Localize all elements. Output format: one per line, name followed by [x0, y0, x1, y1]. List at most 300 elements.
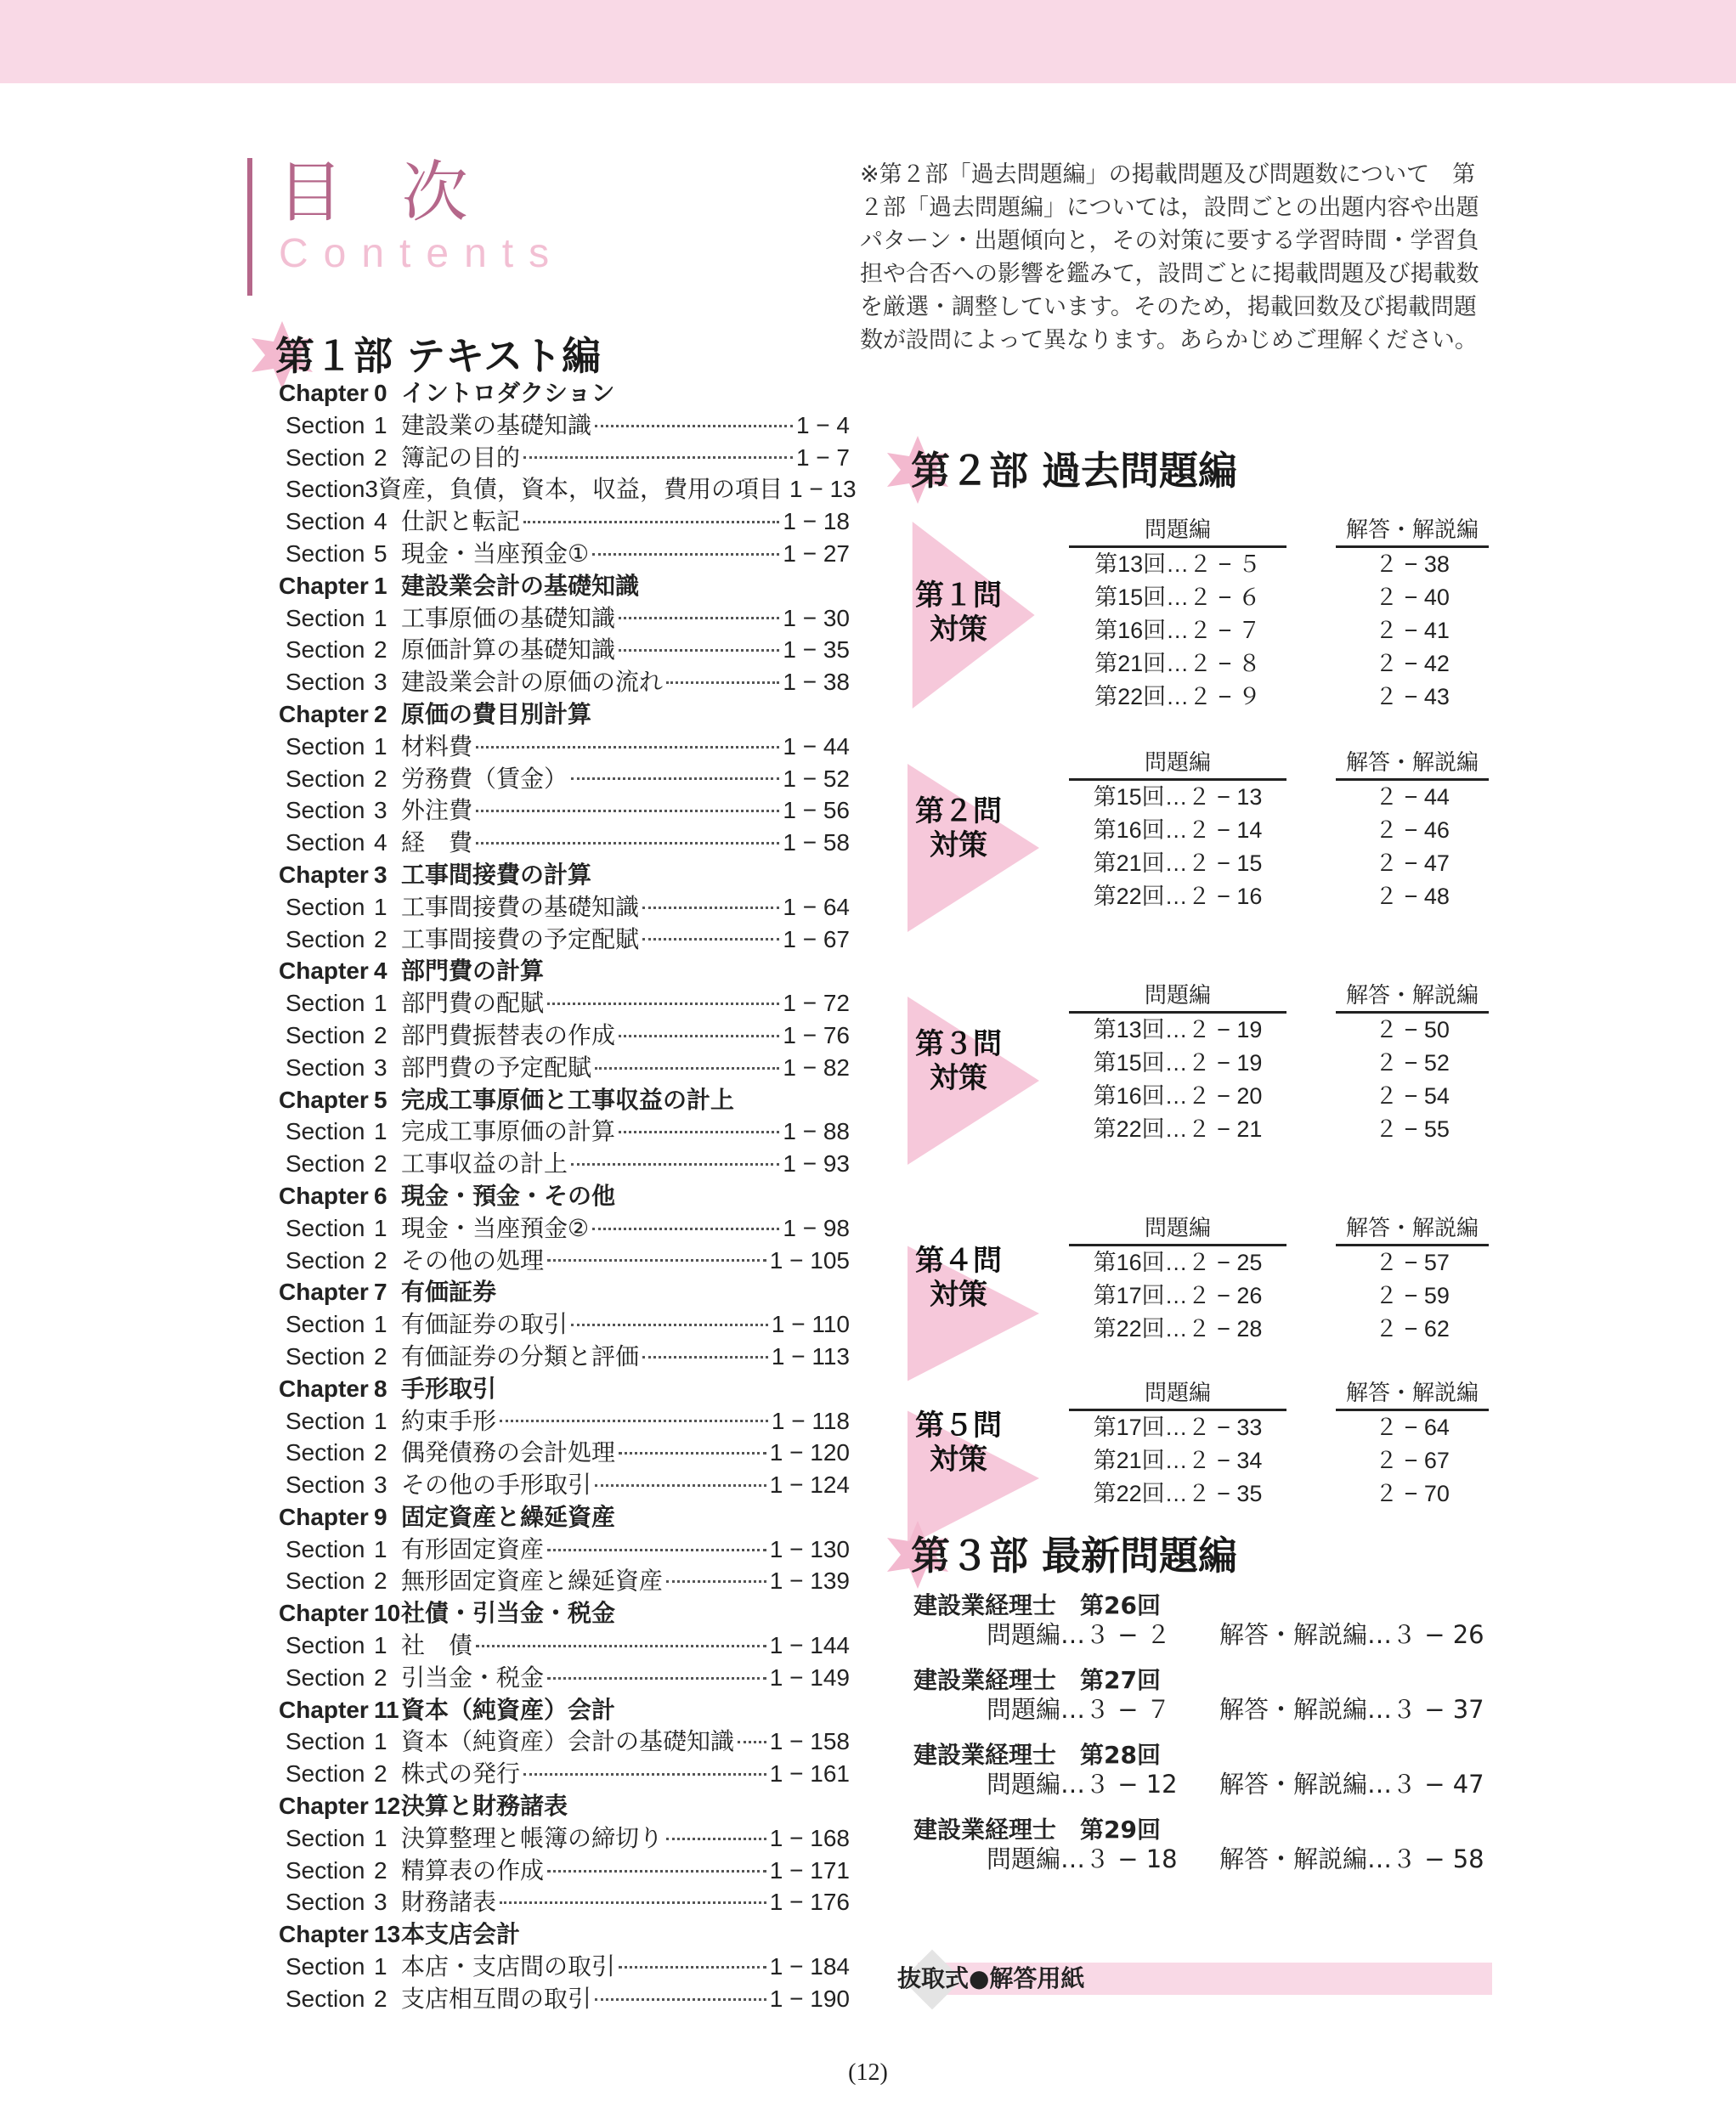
toc-number: 2 — [374, 1985, 387, 2012]
answer-ref: ２ − 47 — [1375, 850, 1450, 876]
column-header-questions: 問題編 — [1144, 1381, 1211, 1406]
answer-ref: ２ − 43 — [1375, 684, 1450, 709]
toc-page: 1 − 124 — [769, 1472, 850, 1499]
answer-sheet-label: 抜取式●解答用紙 — [897, 1964, 1085, 1992]
toc-section-row — [279, 1855, 850, 1887]
question-ref: 第21回…２ − 15 — [1093, 850, 1263, 876]
toc-kind-label: Section — [286, 1439, 365, 1466]
toc-kind-label: Section — [286, 1150, 365, 1178]
toc-section-row — [279, 1630, 850, 1662]
toc-title: 建設業の基礎知識 — [401, 410, 592, 439]
toc-kind-label: Section — [286, 1214, 365, 1241]
toc-title: 現金・預金・その他 — [401, 1182, 616, 1209]
toc-leader-dots — [619, 1965, 766, 1969]
toc-chapter-row — [279, 1918, 850, 1951]
toc-page: 1 − 149 — [769, 1664, 850, 1691]
toc-title: 現金・当座預金① — [401, 539, 590, 568]
part3-title: 第３部 最新問題編 — [911, 1533, 1238, 1579]
toc-section-row — [279, 1951, 850, 1983]
toc-chapter-row — [279, 1501, 850, 1534]
toc-chapter-row — [279, 1373, 850, 1405]
toc-number: 3 — [374, 861, 387, 888]
toc-kind-label: Chapter — [279, 957, 369, 985]
question-ref: 第15回…２ − ６ — [1094, 585, 1261, 610]
header-underline — [1336, 1011, 1489, 1014]
toc-kind-label: Section — [286, 1728, 365, 1755]
toc-section-row — [279, 1726, 850, 1758]
toc-number: 4 — [374, 957, 387, 985]
header-underline — [1069, 1244, 1286, 1246]
toc-title: 有形固定資産 — [401, 1534, 545, 1563]
toc-section-row — [279, 1662, 850, 1694]
toc-title: 有価証券の分類と評価 — [401, 1342, 640, 1370]
question-ref: 第22回…２ − 35 — [1093, 1481, 1263, 1506]
exam-title: 建設業経理士 第26回 — [913, 1591, 1161, 1619]
toc-section-row — [279, 506, 850, 538]
problem-label: 第５問 — [915, 1408, 1002, 1443]
toc-leader-dots — [547, 1258, 766, 1262]
toc-chapter-row — [279, 698, 850, 731]
toc-title: 完成工事原価と工事収益の計上 — [401, 1086, 735, 1113]
toc-number: 13 — [374, 1921, 401, 1948]
toc-chapter-row — [279, 955, 850, 987]
toc-section-row — [279, 473, 857, 506]
toc-section-row — [279, 1308, 850, 1341]
question-ref: 第13回…２ − ５ — [1094, 551, 1261, 577]
toc-title: 外注費 — [401, 796, 473, 825]
toc-page: 1 − 184 — [769, 1953, 850, 1980]
toc-kind-label: Chapter — [279, 1375, 369, 1402]
toc-number: 2 — [374, 636, 387, 664]
answer-ref: ２ − 46 — [1375, 817, 1450, 843]
toc-chapter-row — [279, 570, 850, 602]
toc-kind-label: Section — [286, 893, 365, 920]
toc-title: 部門費の予定配賦 — [401, 1053, 592, 1082]
toc-leader-dots — [592, 1227, 779, 1230]
answer-ref: ２ − 59 — [1375, 1283, 1450, 1308]
toc-kind-label: Section — [286, 797, 365, 824]
title-accent-bar — [247, 158, 252, 296]
answer-ref: ２ − 41 — [1375, 618, 1450, 643]
question-ref: 第17回…２ − 26 — [1093, 1283, 1263, 1308]
page-subtitle: Contents — [279, 231, 565, 276]
toc-title: 約束手形 — [401, 1406, 497, 1435]
column-header-questions: 問題編 — [1144, 983, 1211, 1008]
toc-title: 原価の費目別計算 — [401, 700, 592, 727]
toc-kind-label: Section — [286, 508, 365, 535]
toc-section-row — [279, 987, 850, 1020]
toc-section-row — [279, 1437, 850, 1469]
question-ref: 第22回…２ − 21 — [1093, 1116, 1263, 1142]
page-title: 目 次 — [277, 155, 487, 231]
toc-title: 無形固定資産と繰延資産 — [401, 1567, 664, 1596]
toc-page: 1 − 168 — [769, 1824, 850, 1851]
toc-number: 1 — [374, 1953, 387, 1980]
toc-section-row — [279, 602, 850, 635]
toc-number: 5 — [374, 539, 387, 567]
toc-leader-dots — [619, 1451, 766, 1455]
toc-number: 1 — [374, 1407, 387, 1434]
toc-title: 建設業会計の基礎知識 — [401, 572, 640, 599]
toc-kind-label: Section — [286, 1535, 365, 1562]
column-header-answers: 解答・解説編 — [1345, 517, 1479, 543]
toc-leader-dots — [500, 1901, 766, 1904]
toc-leader-dots — [666, 1579, 766, 1583]
toc-title: 固定資産と繰延資産 — [401, 1503, 616, 1530]
toc-number: 3 — [365, 476, 378, 503]
exam-question-ref: 問題編…３ − 18 — [987, 1844, 1178, 1873]
exam-question-ref: 問題編…３ − ７ — [987, 1695, 1171, 1724]
toc-number: 1 — [374, 732, 387, 760]
toc-kind-label: Section — [286, 829, 365, 856]
toc-number: 8 — [374, 1375, 387, 1402]
toc-section-row — [279, 794, 850, 827]
toc-title: 工事収益の計上 — [401, 1150, 568, 1178]
toc-leader-dots — [547, 1869, 766, 1873]
toc-section-row — [279, 1983, 850, 2015]
toc-kind-label: Section — [286, 443, 365, 471]
exam-answer-ref: 解答・解説編…３ − 26 — [1219, 1620, 1484, 1649]
toc-title: 原価計算の基礎知識 — [401, 636, 616, 664]
toc-title: 財務諸表 — [401, 1888, 497, 1917]
toc-page: 1 − 64 — [783, 893, 850, 920]
toc-leader-dots — [595, 1483, 766, 1487]
toc-kind-label: Chapter — [279, 1503, 369, 1530]
toc-leader-dots — [642, 937, 779, 941]
toc-kind-label: Section — [286, 1953, 365, 1980]
toc-title: 労務費（賃金） — [401, 764, 568, 793]
toc-title: 工事間接費の基礎知識 — [401, 892, 640, 921]
toc-kind-label: Section — [286, 1118, 365, 1145]
toc-kind-label: Chapter — [279, 1696, 369, 1723]
toc-leader-dots — [738, 1740, 766, 1743]
toc-section-row — [279, 924, 850, 956]
toc-leader-dots — [500, 1419, 768, 1422]
toc-leader-dots — [619, 616, 779, 619]
toc-title: 工事原価の基礎知識 — [401, 603, 616, 632]
toc-number: 3 — [374, 1472, 387, 1499]
toc-kind-label: Section — [286, 1824, 365, 1851]
toc-leader-dots — [476, 841, 779, 845]
question-ref: 第17回…２ − 33 — [1093, 1415, 1263, 1440]
question-ref: 第15回…２ − 19 — [1093, 1050, 1263, 1076]
header-underline — [1069, 545, 1286, 548]
toc-title: 本支店会計 — [401, 1921, 521, 1948]
toc-title: 支店相互間の取引 — [401, 1984, 592, 2013]
toc-kind-label: Section — [286, 1054, 365, 1081]
toc-number: 1 — [374, 1535, 387, 1562]
toc-number: 1 — [374, 893, 387, 920]
toc-page: 1 − 44 — [783, 732, 850, 760]
toc-page: 1 − 35 — [783, 636, 850, 664]
question-ref: 第15回…２ − 13 — [1093, 784, 1263, 810]
toc-number: 2 — [374, 765, 387, 792]
toc-number: 6 — [374, 1182, 387, 1209]
toc-page: 1 − 4 — [795, 411, 850, 438]
toc-page: 1 − 30 — [783, 604, 850, 631]
problem-sublabel: 対策 — [930, 1277, 987, 1312]
toc-number: 2 — [374, 1439, 387, 1466]
toc-leader-dots — [523, 455, 793, 459]
toc-page: 1 − 56 — [783, 797, 850, 824]
toc-title: 資本（純資産）会計の基礎知識 — [401, 1727, 735, 1756]
column-header-questions: 問題編 — [1144, 517, 1211, 543]
toc-title: 部門費の計算 — [401, 957, 545, 985]
toc-title: 材料費 — [401, 732, 473, 760]
toc-page: 1 − 58 — [783, 829, 850, 856]
toc-kind-label: Section — [286, 765, 365, 792]
toc-number: 1 — [374, 1632, 387, 1659]
toc-page: 1 − 130 — [769, 1535, 850, 1562]
toc-kind-label: Chapter — [279, 700, 369, 727]
toc-page: 1 − 13 — [789, 476, 857, 503]
question-ref: 第21回…２ − 34 — [1093, 1448, 1263, 1473]
toc-section-row — [279, 827, 850, 859]
toc-page: 1 − 161 — [769, 1760, 850, 1788]
question-ref: 第22回…２ − 28 — [1093, 1316, 1263, 1342]
toc-section-row — [279, 666, 850, 698]
toc-leader-dots — [571, 777, 779, 780]
toc-leader-dots — [595, 1997, 766, 2001]
toc-kind-label: Section — [286, 1246, 365, 1274]
toc-title: 社債・引当金・税金 — [401, 1600, 616, 1627]
problem-label: 第２問 — [915, 794, 1002, 828]
toc-leader-dots — [642, 906, 779, 909]
toc-title: 部門費の配賦 — [401, 989, 545, 1018]
answer-ref: ２ − 42 — [1375, 651, 1450, 676]
toc-kind-label: Section — [286, 1889, 365, 1916]
toc-title: 有価証券の取引 — [401, 1310, 568, 1339]
toc-section-row — [279, 410, 850, 442]
toc-page: 1 − 88 — [783, 1118, 850, 1145]
toc-leader-dots — [571, 1323, 768, 1326]
toc-page: 1 − 7 — [795, 443, 850, 471]
exam-answer-ref: 解答・解説編…３ − 58 — [1219, 1844, 1484, 1873]
toc-page: 1 − 139 — [769, 1568, 850, 1595]
toc-number: 9 — [374, 1503, 387, 1530]
toc-section-row — [279, 634, 850, 666]
toc-title: 社 債 — [401, 1631, 473, 1660]
toc-section-row — [279, 1534, 850, 1566]
toc-title: 手形取引 — [401, 1375, 497, 1402]
part2-title: 第２部 過去問題編 — [911, 448, 1238, 494]
answer-ref: ２ − 48 — [1375, 884, 1450, 909]
toc-section-row — [279, 1212, 850, 1245]
toc-number: 1 — [374, 990, 387, 1017]
toc-title: 決算と財務諸表 — [401, 1793, 568, 1820]
toc-title: 株式の発行 — [401, 1760, 521, 1788]
toc-leader-dots — [476, 1644, 766, 1647]
toc-title: 偶発債務の会計処理 — [401, 1438, 616, 1467]
toc-title: その他の手形取引 — [401, 1471, 592, 1500]
toc-section-row — [279, 1405, 850, 1438]
toc-kind-label: Section — [286, 604, 365, 631]
toc-kind-label: Section — [286, 925, 365, 952]
toc-number: 2 — [374, 1760, 387, 1788]
toc-kind-label: Section — [286, 1311, 365, 1338]
toc-section-row — [279, 1469, 850, 1501]
toc-title: その他の処理 — [401, 1246, 545, 1274]
toc-number: 12 — [374, 1793, 401, 1820]
toc-number: 2 — [374, 1342, 387, 1370]
toc-title: 部門費振替表の作成 — [401, 1020, 616, 1049]
toc-section-row — [279, 1052, 850, 1084]
toc-kind-label: Section — [286, 1856, 365, 1884]
toc-leader-dots — [547, 1002, 779, 1005]
header-underline — [1336, 1409, 1489, 1411]
answer-ref: ２ − 64 — [1375, 1415, 1450, 1440]
header-underline — [1069, 1409, 1286, 1411]
exam-title: 建設業経理士 第29回 — [913, 1816, 1161, 1844]
toc-title: 資産，負債，資本，収益，費用の項目 — [377, 475, 783, 504]
problem-sublabel: 対策 — [930, 612, 987, 647]
toc-chapter-row — [279, 1180, 850, 1212]
question-ref: 第16回…２ − 20 — [1093, 1083, 1263, 1109]
toc-section-row — [279, 1758, 850, 1790]
toc-kind-label: Section — [286, 1568, 365, 1595]
toc-kind-label: Chapter — [279, 1600, 369, 1627]
problem-label: 第４問 — [915, 1243, 1002, 1278]
toc-leader-dots — [642, 1355, 768, 1359]
toc-section-row — [279, 442, 850, 474]
question-ref: 第21回…２ − ８ — [1094, 651, 1261, 676]
answer-ref: ２ − 38 — [1375, 551, 1450, 577]
toc-chapter-row — [279, 1790, 850, 1822]
column-header-answers: 解答・解説編 — [1345, 983, 1479, 1008]
toc-number: 1 — [374, 572, 387, 599]
toc-title: 簿記の目的 — [401, 443, 521, 472]
toc-number: 2 — [374, 700, 387, 727]
toc-section-row — [279, 1565, 850, 1597]
exam-answer-ref: 解答・解説編…３ − 47 — [1219, 1770, 1484, 1799]
toc-leader-dots — [476, 745, 779, 748]
question-ref: 第13回…２ − 19 — [1093, 1017, 1263, 1042]
question-ref: 第16回…２ − 25 — [1093, 1250, 1263, 1275]
toc-page: 1 − 113 — [771, 1342, 850, 1370]
exam-title: 建設業経理士 第28回 — [913, 1741, 1161, 1769]
toc-page: 1 − 52 — [783, 765, 850, 792]
toc-title: 完成工事原価の計算 — [401, 1117, 616, 1146]
toc-page: 1 − 98 — [783, 1214, 850, 1241]
toc-title: 資本（純資産）会計 — [401, 1696, 616, 1723]
toc-kind-label: Section — [286, 1407, 365, 1434]
toc-leader-dots — [619, 1130, 779, 1133]
question-ref: 第16回…２ − ７ — [1094, 618, 1261, 643]
toc-number: 2 — [374, 925, 387, 952]
toc-leader-dots — [523, 520, 779, 523]
toc-leader-dots — [571, 1162, 779, 1166]
toc-number: 1 — [374, 411, 387, 438]
toc-chapter-row — [279, 1276, 850, 1308]
toc-section-row — [279, 763, 850, 795]
toc-kind-label: Chapter — [279, 1086, 369, 1113]
toc-page: 1 − 18 — [783, 508, 850, 535]
toc-leader-dots — [592, 552, 779, 556]
toc-section-row — [279, 891, 850, 924]
toc-number: 2 — [374, 1246, 387, 1274]
toc-kind-label: Section — [286, 539, 365, 567]
toc-page: 1 − 27 — [783, 539, 850, 567]
toc-number: 3 — [374, 1889, 387, 1916]
problem-label: 第３問 — [915, 1027, 1002, 1061]
header-underline — [1336, 778, 1489, 781]
toc-number: 2 — [374, 1568, 387, 1595]
toc-number: 1 — [374, 1824, 387, 1851]
toc-number: 2 — [374, 1021, 387, 1048]
question-ref: 第22回…２ − ９ — [1094, 684, 1261, 709]
toc-number: 2 — [374, 443, 387, 471]
toc-section-row — [279, 1148, 850, 1180]
toc-page: 1 − 93 — [783, 1150, 850, 1178]
answer-ref: ２ − 44 — [1375, 784, 1450, 810]
toc-kind-label: Chapter — [279, 1182, 369, 1209]
toc-number: 2 — [374, 1150, 387, 1178]
question-ref: 第22回…２ − 16 — [1093, 884, 1263, 909]
column-header-questions: 問題編 — [1144, 750, 1211, 776]
part1-title: 第１部 テキスト編 — [275, 333, 602, 379]
problem-label: 第１問 — [915, 578, 1002, 613]
toc-number: 5 — [374, 1086, 387, 1113]
top-band — [0, 0, 1736, 83]
toc-page: 1 − 176 — [769, 1889, 850, 1916]
answer-ref: ２ − 54 — [1375, 1083, 1450, 1109]
toc-kind-label: Section — [286, 1664, 365, 1691]
toc-kind-label: Chapter — [279, 1921, 369, 1948]
toc-leader-dots — [619, 1034, 779, 1037]
question-ref: 第16回…２ − 14 — [1093, 817, 1263, 843]
toc-title: 精算表の作成 — [401, 1856, 545, 1884]
toc-section-row — [279, 1341, 850, 1373]
toc-page: 1 − 76 — [783, 1021, 850, 1048]
toc-number: 4 — [374, 508, 387, 535]
answer-ref: ２ − 67 — [1375, 1448, 1450, 1473]
exam-answer-ref: 解答・解説編…３ − 37 — [1219, 1695, 1484, 1724]
toc-section-row — [279, 731, 850, 763]
toc-number: 7 — [374, 1279, 387, 1306]
toc-section-row — [279, 538, 850, 570]
toc-kind-label: Section — [286, 669, 365, 696]
answer-ref: ２ − 40 — [1375, 585, 1450, 610]
toc-leader-dots — [666, 681, 779, 684]
toc-page: 1 − 120 — [769, 1439, 850, 1466]
toc-kind-label: Chapter — [279, 1279, 369, 1306]
toc-kind-label: Section — [286, 636, 365, 664]
toc-kind-label: Section — [286, 990, 365, 1017]
toc-kind-label: Section — [286, 1472, 365, 1499]
toc-number: 11 — [374, 1696, 399, 1723]
answer-ref: ２ − 55 — [1375, 1116, 1450, 1142]
toc-number: 1 — [374, 1728, 387, 1755]
toc-kind-label: Chapter — [279, 380, 369, 406]
toc-number: 1 — [374, 1311, 387, 1338]
toc-kind-label: Section — [286, 411, 365, 438]
toc-number: 3 — [374, 669, 387, 696]
problem-sublabel: 対策 — [930, 1061, 987, 1095]
toc-title: 工事間接費の予定配賦 — [401, 924, 640, 953]
toc-leader-dots — [547, 1548, 766, 1551]
toc-number: 0 — [374, 380, 387, 406]
toc-page: 1 − 38 — [783, 669, 850, 696]
header-underline — [1336, 1244, 1489, 1246]
toc-title: 現金・当座預金② — [401, 1213, 590, 1242]
answer-ref: ２ − 50 — [1375, 1017, 1450, 1042]
toc-title: 引当金・税金 — [401, 1663, 545, 1692]
toc-number: 3 — [374, 1054, 387, 1081]
header-underline — [1069, 1011, 1286, 1014]
toc-number: 1 — [374, 1118, 387, 1145]
toc-kind-label: Chapter — [279, 861, 369, 888]
toc-page: 1 − 72 — [783, 990, 850, 1017]
